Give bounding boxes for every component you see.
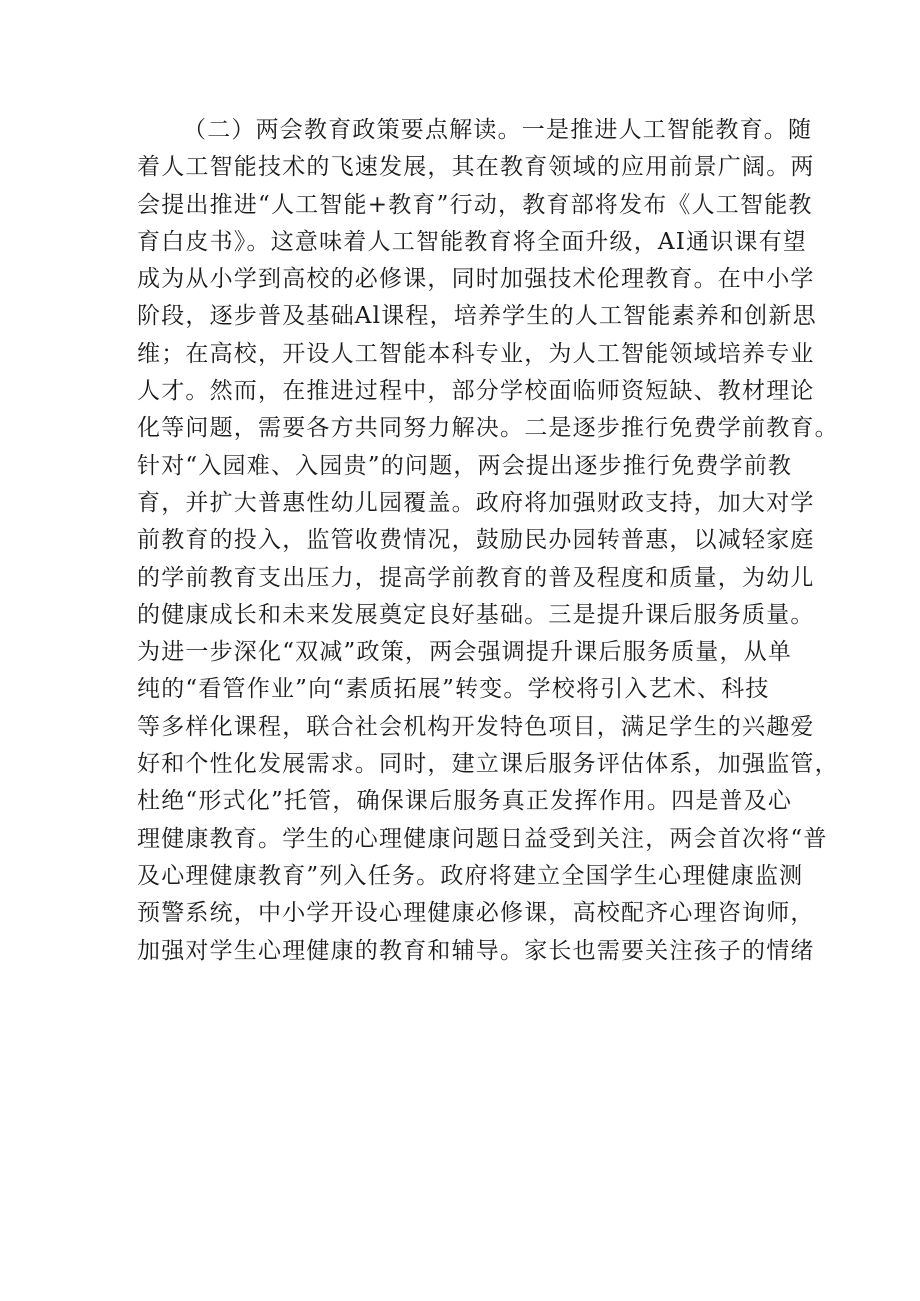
text-line: 化等问题，需要各方共同努力解决。二是逐步推行免费学前教育。 bbox=[137, 415, 839, 442]
text-line: 等多样化课程，联合社会机构开发特色项目，满足学生的兴趣爱 bbox=[137, 713, 815, 740]
text-line: 纯的“看管作业”向“素质拓展”转变。学校将引入艺术、科技 bbox=[137, 676, 770, 703]
text-line: （二）两会教育政策要点解读。一是推进人工智能教育。随 bbox=[183, 117, 813, 143]
text-line: 人才。然而，在推进过程中，部分学校面临师资短缺、教材理论 bbox=[137, 378, 815, 405]
text-line: 理健康教育。学生的心理健康问题日益受到关注，两会首次将“普 bbox=[137, 825, 828, 852]
body-paragraph bbox=[137, 112, 839, 970]
text-line: 前教育的投入，监管收费情况，鼓励民办园转普惠，以减轻家庭 bbox=[137, 527, 815, 554]
text-line: 阶段，逐步普及基础Al课程，培养学生的人工智能素养和创新思 bbox=[137, 303, 817, 330]
text-line: 育，并扩大普惠性幼儿园覆盖。政府将加强财政支持，加大对学 bbox=[137, 489, 815, 516]
text-line: 的健康成长和未来发展奠定良好基础。三是提升课后服务质量。 bbox=[137, 601, 815, 628]
text-line: 及心理健康教育”列入任务。政府将建立全国学生心理健康监测 bbox=[137, 862, 804, 889]
text-line: 会提出推进“人工智能+教育”行动，教育部将发布《人工智能教 bbox=[137, 191, 813, 218]
text-line: 针对“入园难、入园贵”的问题，两会提出逐步推行免费学前教 bbox=[137, 452, 793, 479]
text-line: 的学前教育支出压力，提高学前教育的普及程度和质量，为幼儿 bbox=[137, 564, 815, 591]
text-line: 为进一步深化“双减”政策，两会强调提升课后服务质量，从单 bbox=[137, 639, 793, 666]
text-line: 成为从小学到高校的必修课，同时加强技术伦理教育。在中小学 bbox=[137, 266, 815, 293]
text-line: 杜绝“形式化”托管，确保课后服务真正发挥作用。四是普及心 bbox=[137, 788, 793, 815]
text-line: 预警系统，中小学开设心理健康必修课，高校配齐心理咨询师， bbox=[137, 900, 815, 927]
text-line: 育白皮书》。这意味着人工智能教育将全面升级，AI通识课有望 bbox=[137, 228, 807, 255]
text-line: 维；在高校，开设人工智能本科专业，为人工智能领域培养专业 bbox=[137, 340, 815, 367]
text-line: 好和个性化发展需求。同时，建立课后服务评估体系，加强监管， bbox=[137, 751, 839, 778]
text-line: 加强对学生心理健康的教育和辅导。家长也需要关注孩子的情绪 bbox=[137, 937, 815, 964]
text-line: 着人工智能技术的飞速发展，其在教育领域的应用前景广阔。两 bbox=[137, 154, 815, 181]
